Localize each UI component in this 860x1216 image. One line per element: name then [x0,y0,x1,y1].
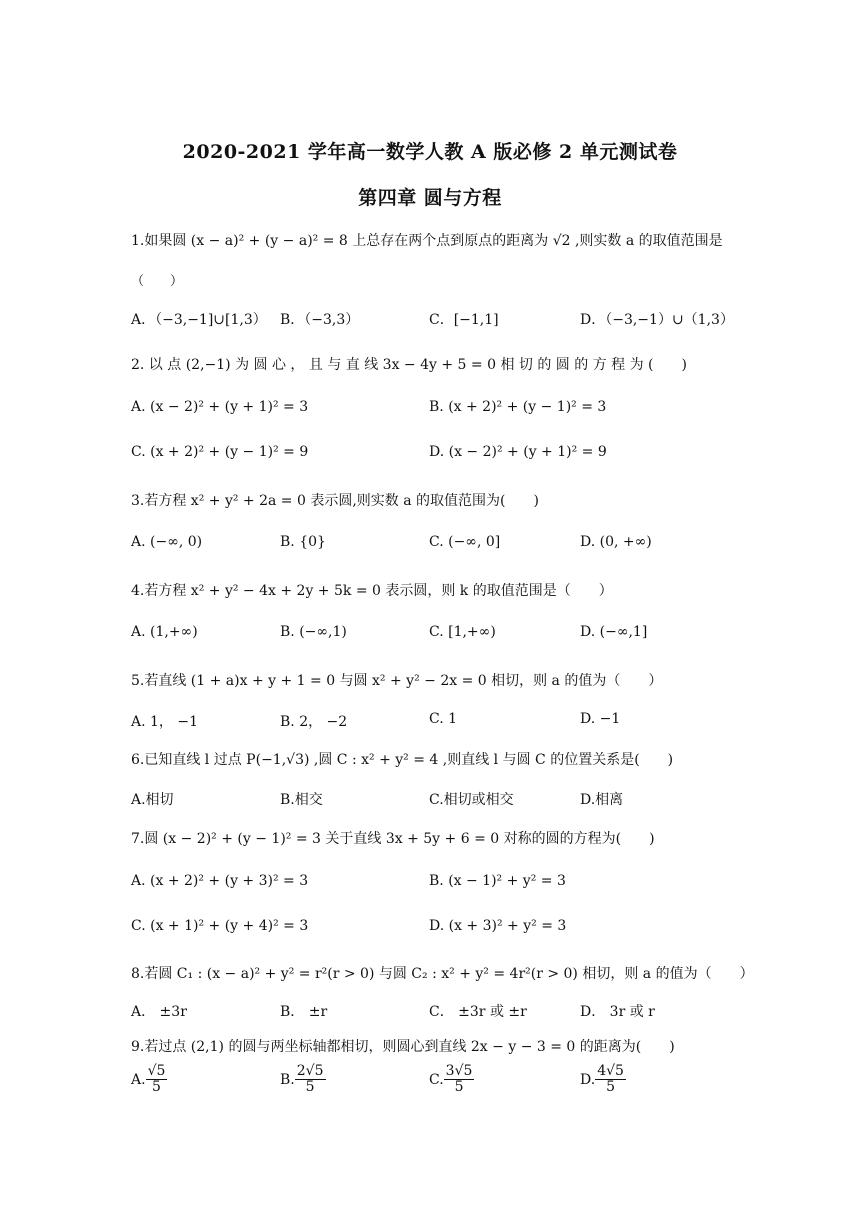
question-7-option-c: C. (x + 1)² + (y + 4)² = 3 [131,918,309,934]
question-6-option-a: A.相切 [131,792,174,808]
question-1-option-c: C．[−1,1] [429,312,499,328]
question-7-option-d: D. (x + 3)² + y² = 3 [429,918,567,934]
question-2-option-d: D. (x − 2)² + (y + 1)² = 9 [429,444,607,460]
question-8-option-c: C． ±3r 或 ±r [429,1004,527,1020]
question-6-option-d: D.相离 [580,792,624,808]
question-5-option-b: B. 2， −2 [280,714,348,730]
question-2-stem: 2. 以 点 (2,−1) 为 圆 心 ， 且 与 直 线 3x − 4y + 5 = 0 相 切 的 圆 的 方 程 为 ( ) [131,357,687,373]
question-9-option-c [429,1064,474,1096]
option-label: B. [280,1071,295,1088]
question-5-stem: 5.若直线 (1 + a)x + y + 1 = 0 与圆 x² + y² − 2x = 0 相切，则 a 的值为（ ） [131,673,663,689]
question-9-option-a [131,1064,167,1096]
fraction: $\frac{√5}{5}$ [147,1063,166,1096]
question-8-option-b: B． ±r [280,1004,328,1020]
question-3-option-a: A. (−∞, 0) [131,534,203,550]
question-4-option-d: D. (−∞,1] [580,624,648,640]
question-1-stem-cont: （ ） [131,274,184,289]
question-4-option-b: B. (−∞,1) [280,624,347,640]
question-9-option-d [580,1064,626,1096]
question-2-option-b: B. (x + 2)² + (y − 1)² = 3 [429,399,607,415]
fraction: $\frac{4√5}{5}$ [597,1063,624,1096]
question-5-option-a: A. 1， −1 [131,714,199,730]
question-6-stem: 6.已知直线 l 过点 P(−1,√3) ,圆 C : x² + y² = 4 ,则直线 l 与圆 C 的位置关系是( ) [131,752,674,768]
question-8-stem: 8.若圆 C₁ : (x − a)² + y² = r²(r > 0) 与圆 C₂ : x² + y² = 4r²(r > 0) 相切，则 a 的值为（ ） [131,966,754,982]
page-title: 2020-2021 学年高一数学人教 A 版必修 2 单元测试卷 [182,141,678,163]
question-1-stem: 1.如果圆 (x − a)² + (y − a)² = 8 上总存在两个点到原点的距离为 √2 ,则实数 a 的取值范围是 [131,233,723,249]
question-9-option-b [280,1064,326,1096]
question-1-option-d: D．（−3,−1）∪（1,3） [580,312,734,328]
option-label: C. [429,1071,444,1088]
chapter-subtitle: 第四章 圆与方程 [358,187,502,209]
fraction: $\frac{3√5}{5}$ [445,1063,473,1096]
fraction: $\frac{2√5}{5}$ [296,1063,324,1096]
question-8-option-d: D． 3r 或 r [580,1004,655,1020]
option-label: D. [580,1071,596,1088]
question-4-stem: 4.若方程 x² + y² − 4x + 2y + 5k = 0 表示圆，则 k 的取值范围是（ ） [131,583,613,599]
question-1-option-a: A．（−3,−1]∪[1,3） [131,312,267,328]
question-2-option-a: A. (x − 2)² + (y + 1)² = 3 [131,399,309,415]
question-7-option-a: A. (x + 2)² + (y + 3)² = 3 [131,873,309,889]
question-3-option-c: C. (−∞, 0] [429,534,501,550]
question-8-option-a: A． ±3r [131,1004,187,1020]
question-7-stem: 7.圆 (x − 2)² + (y − 1)² = 3 关于直线 3x + 5y + 6 = 0 对称的圆的方程为( ) [131,831,655,847]
question-4-option-c: C. [1,+∞) [429,624,496,640]
question-6-option-b: B.相交 [280,792,323,808]
question-9-stem: 9.若过点 (2,1) 的圆与两坐标轴都相切，则圆心到直线 2x − y − 3 = 0 的距离为( ) [131,1039,675,1055]
question-1-option-b: B．（−3,3） [280,312,360,328]
question-6-option-c: C.相切或相交 [429,792,514,808]
question-3-stem: 3.若方程 x² + y² + 2a = 0 表示圆,则实数 a 的取值范围为( ) [131,493,539,509]
question-4-option-a: A. (1,+∞) [131,624,198,640]
question-3-option-b: B. {0} [280,534,326,550]
question-7-option-b: B. (x − 1)² + y² = 3 [429,873,566,889]
question-2-option-c: C. (x + 2)² + (y − 1)² = 9 [131,444,309,460]
option-label: A. [131,1071,146,1088]
question-5-option-d: D. −1 [580,711,621,727]
question-5-option-c: C. 1 [429,711,458,727]
question-3-option-d: D. (0, +∞) [580,534,652,550]
